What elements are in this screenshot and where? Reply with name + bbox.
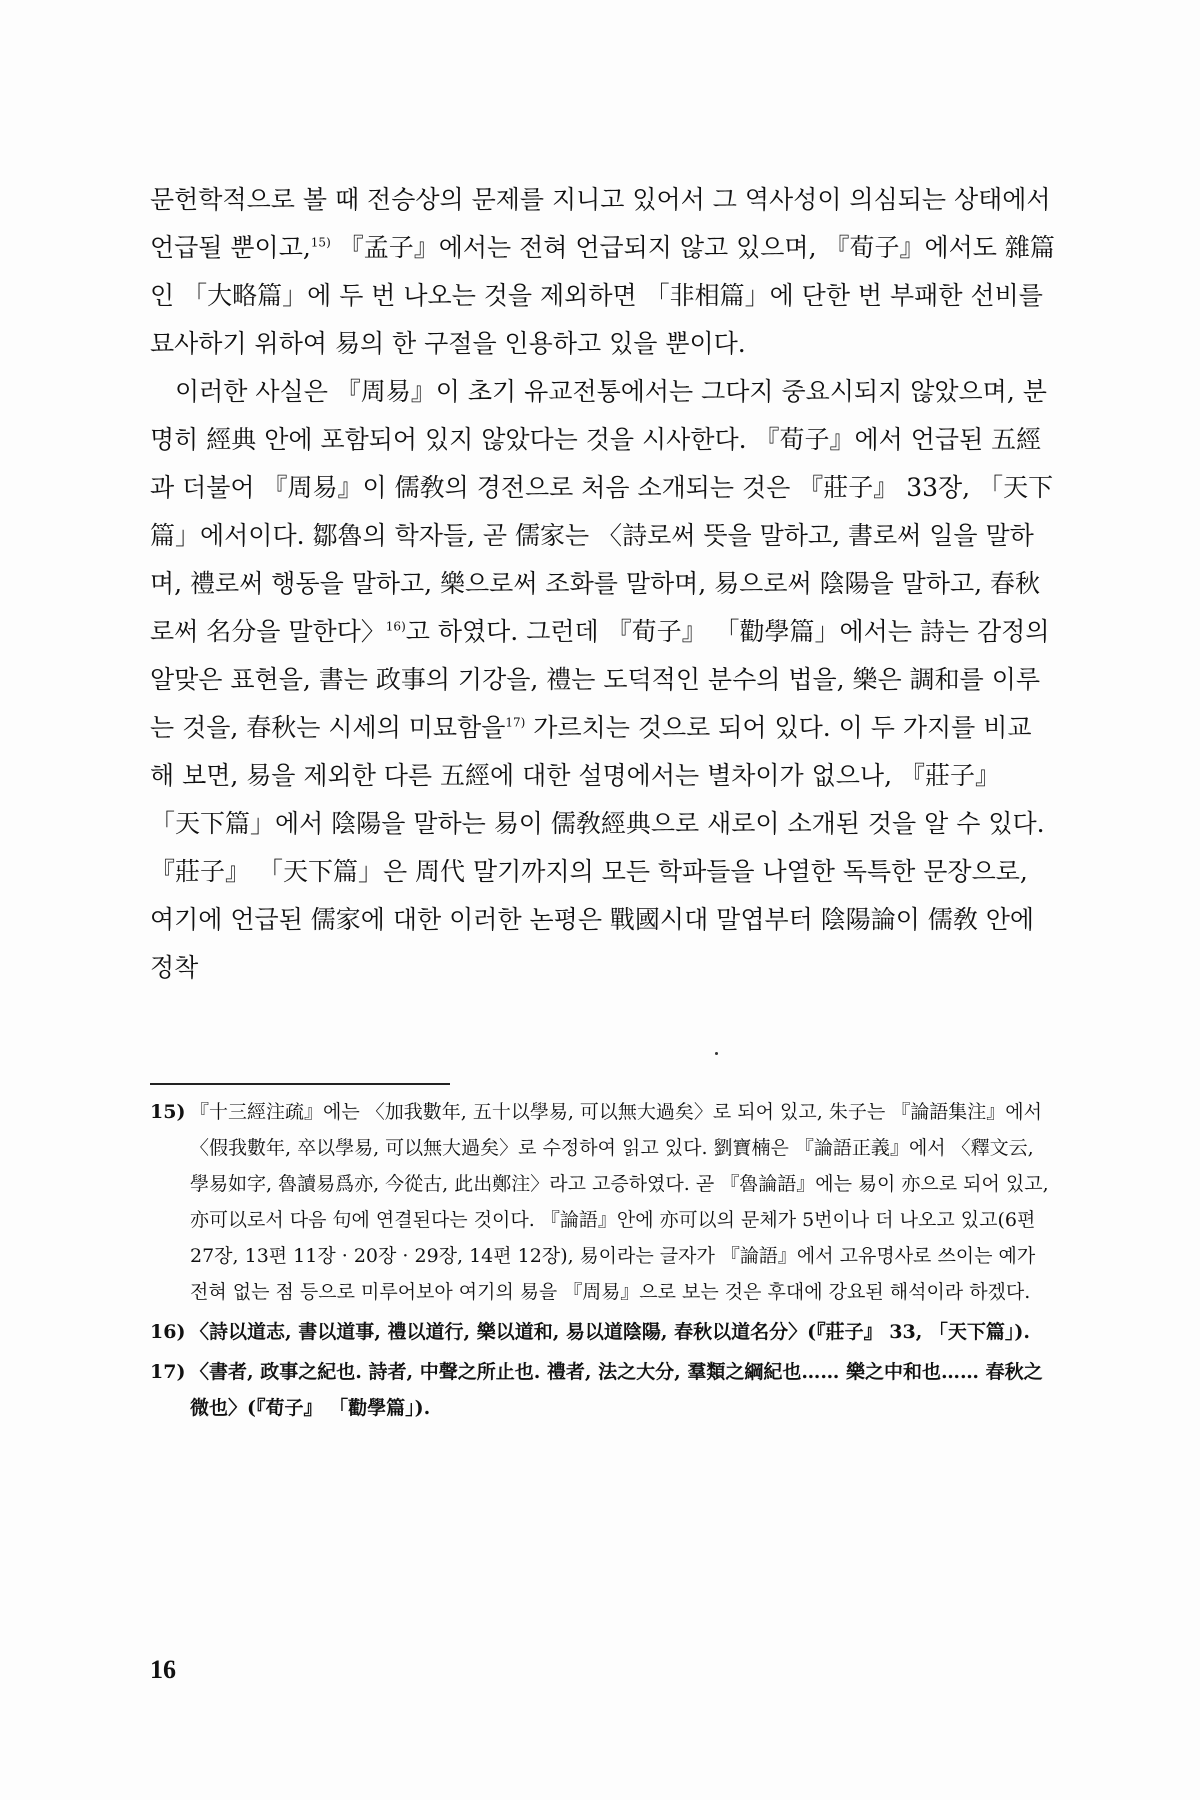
footnote-divider [150, 1083, 450, 1085]
footnote-number: 16) [150, 1321, 186, 1343]
paragraph-1-text-b: 『孟子』에서는 전혀 언급되지 않고 있으며, 『荀子』에서도 雜篇인 「大略篇」에 두 번 나오는 것을 제외하면 「非相篇」에 단한 번 부패한 선비를 묘사하기 위하여 易의 한 구절을 인용하고 있을 뿐이다. [150, 233, 1055, 358]
paragraph-1 [150, 176, 1055, 368]
print-speck [715, 1052, 718, 1055]
footnote-number: 15) [150, 1101, 186, 1123]
footnote-text: 〈詩以道志, 書以道事, 禮以道行, 樂以道和, 易以道陰陽, 春秋以道名分〉(『莊子』 33, 「天下篇」). [190, 1321, 1031, 1343]
paragraph-2-text-b: 고 하였다. 그런데 『荀子』 「勸學篇」에서는 詩는 감정의 알맞은 표현을, 書는 政事의 기강을, 禮는 도덕적인 분수의 법을, 樂은 調和를 이루는 것을, 春秋는 시세의 미묘함을 [150, 617, 1050, 742]
paragraph-2-text-a: 이러한 사실은 『周易』이 초기 유교전통에서는 그다지 중요시되지 않았으며, 분명히 經典 안에 포함되어 있지 않았다는 것을 시사한다. 『荀子』에서 언급된 五經과 더불어 『周易』이 儒敎의 경전으로 처음 소개되는 것은 『莊子』 33장, 「天下篇」에서이다. 鄒魯의 학자들, 곧 儒家는 〈詩로써 뜻을 말하고, 書로써 일을 말하며, 禮로써 행동을 말하고, 樂으로써 조화를 말하며, 易으로써 陰陽을 말하고, 春秋로써 名分을 말한다〉 [150, 377, 1054, 646]
paragraph-1-text-a: 문헌학적으로 볼 때 전승상의 문제를 지니고 있어서 그 역사성이 의심되는 상태에서 언급될 뿐이고, [150, 185, 1051, 262]
paragraph-2 [150, 368, 1055, 992]
footnote-ref-17[interactable]: 17) [505, 715, 526, 730]
footnote-text: 『十三經注疏』에는 〈加我數年, 五十以學易, 可以無大過矣〉로 되어 있고, 朱子는 『論語集注』에서 〈假我數年, 卒以學易, 可以無大過矣〉로 수정하여 읽고 있다. 劉寶楠은 『論語正義』에서 〈釋文云, 學易如字, 魯讀易爲亦, 今從古, 此出鄭注〉라고 고증하였다. 곧 『魯論語』에는 易이 亦으로 되어 있고, 亦可以로서 다음 句에 연결된다는 것이다. 『論語』안에 亦可以의 문체가 5번이나 더 나오고 있고(6편 27장, 13편 11장 · 20장 · 29장, 14편 12장), 易이라는 글자가 『論語』에서 고유명사로 쓰이는 예가 전혀 없는 점 등으로 미루어보아 여기의 易을 『周易』으로 보는 것은 후대에 강요된 해석이라 하겠다. [190, 1101, 1049, 1303]
footnote-15 [150, 1094, 1055, 1310]
footnote-ref-16[interactable]: 16) [385, 619, 406, 634]
body-text [150, 176, 1055, 992]
footnote-17 [150, 1354, 1055, 1426]
footnote-ref-15[interactable]: 15) [310, 235, 331, 250]
paragraph-2-text-c: 가르치는 것으로 되어 있다. 이 두 가지를 비교해 보면, 易을 제외한 다른 五經에 대한 설명에서는 별차이가 없으나, 『莊子』 「天下篇」에서 陰陽을 말하는 易이 儒敎經典으로 새로이 소개된 것을 알 수 있다. 『莊子』 「天下篇」은 周代 말기까지의 모든 학파들을 나열한 독특한 문장으로, 여기에 언급된 儒家에 대한 이러한 논평은 戰國시대 말엽부터 陰陽論이 儒敎 안에 정착 [150, 713, 1045, 982]
footnote-number: 17) [150, 1361, 186, 1383]
footnote-16 [150, 1314, 1055, 1350]
footnote-text: 〈書者, 政事之紀也. 詩者, 中聲之所止也. 禮者, 法之大分, 羣類之綱紀也…… 樂之中和也…… 春秋之微也〉(『荀子』 「勸學篇」). [190, 1361, 1043, 1419]
page-number: 16 [150, 1655, 176, 1684]
footnotes [150, 1094, 1055, 1430]
